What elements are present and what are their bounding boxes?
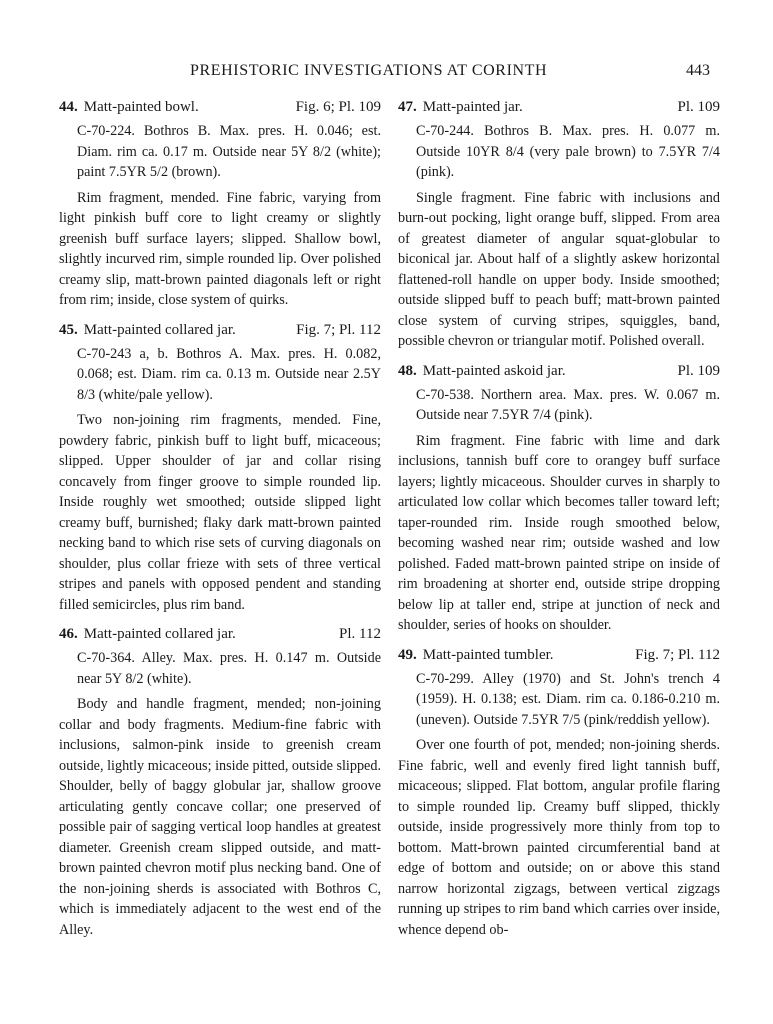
page-number: 443 <box>686 62 710 79</box>
entry-references: Pl. 109 <box>677 362 720 379</box>
entry-number: 46. <box>59 626 78 642</box>
entry-number: 44. <box>59 99 78 115</box>
page-header <box>150 62 710 84</box>
entry-heading <box>59 623 381 645</box>
entry-heading <box>59 96 381 118</box>
catalogue-entry <box>59 319 381 616</box>
entry-number: 49. <box>398 646 417 663</box>
entry-inventory-details: C-70-299. Alley (1970) and St. John's trench 4 (1959). H. 0.138; est. Diam. rim ca. 0.186-0.210 m. (uneven). Outside 7.5YR 7/5 (pink/reddish yellow). <box>416 670 720 728</box>
entry-heading <box>59 319 381 341</box>
entry-description: Rim fragment, mended. Fine fabric, varying from light pinkish buff core to light creamy or slightly greenish buff surface layers; slipped. Shallow bowl, slightly incurved rim, simple rounded lip. Over polished creamy slip, matt-brown painted diagonals left or right from rim; inside, close system of quirks. <box>59 189 381 308</box>
entry-heading <box>398 360 720 382</box>
entry-inventory-details: C-70-364. Alley. Max. pres. H. 0.147 m. Outside near 5Y 8/2 (white). <box>77 650 381 687</box>
entry-title: Matt-painted askoid jar. <box>422 362 566 379</box>
entry-title: Matt-painted collared jar. <box>83 321 236 338</box>
entry-title: Matt-painted jar. <box>422 99 523 115</box>
entry-inventory-details: C-70-224. Bothros B. Max. pres. H. 0.046; est. Diam. rim ca. 0.17 m. Outside near 5Y 8/2 (white); paint 7.5YR 5/2 (brown). <box>77 123 381 180</box>
entry-references: Fig. 6; Pl. 109 <box>295 99 381 115</box>
entry-inventory-details: C-70-243 a, b. Bothros A. Max. pres. H. 0.082, 0.068; est. Diam. rim ca. 0.13 m. Outside near 2.5Y 8/3 (white/pale yellow). <box>77 345 381 403</box>
right-column <box>398 96 720 948</box>
entry-inventory-details: C-70-538. Northern area. Max. pres. W. 0.067 m. Outside near 7.5YR 7/4 (pink). <box>416 386 720 423</box>
entry-title: Matt-painted collared jar. <box>83 626 236 642</box>
entry-inventory-details: C-70-244. Bothros B. Max. pres. H. 0.077 m. Outside 10YR 8/4 (very pale brown) to 7.5YR 7/4 (pink). <box>416 123 720 180</box>
entry-references: Pl. 112 <box>339 626 381 642</box>
entry-number: 45. <box>59 321 78 338</box>
entry-description: Single fragment. Fine fabric with inclusions and burn-out pocking, light orange buff, slipped. From area of greatest diameter of angular squat-globular to biconical jar. About half of a slightly askew horizontal flattened-roll handle on upper body. Inside smoothed; outside slipped buff to peach buff; matt-brown painted close system of curving stripes, squiggles, band, possible chevron or triangular motif. Polished overall. <box>398 189 720 349</box>
entry-references: Fig. 7; Pl. 112 <box>296 321 381 338</box>
entry-description: Body and handle fragment, mended; non-joining collar and body fragments. Medium-fine fabric with inclusions, salmon-pink inside to greenish cream outside, lightly micaceous; inside pitted, outside slipped. Shoulder, belly of baggy globular jar, shallow groove articulating gently concave collar; one preserved of possible pair of sagging vertical loop handles at greatest diameter. Greenish cream slipped outside, and matt-brown painted chevron motif plus necking band. One of the non-joining sherds is associated with Bothros C, which is immediately adjacent to the west end of the Alley. <box>59 696 381 938</box>
entry-heading <box>398 96 720 118</box>
entry-description: Rim fragment. Fine fabric with lime and dark inclusions, tannish buff core to orangey buff surface layers; lightly micaceous. Shoulder curves in sharply to articulated low collar which becomes taller toward left; taper-rounded rim. Inside rough smoothed below, becoming washed near rim; outside washed and low polished. Faded matt-brown painted stripe on inside of rim broadening at shorter end, outside stripe dropping below lip at taller end, stripe at junction of neck and shoulder, series of hooks on shoulder. <box>398 432 720 633</box>
entry-title: Matt-painted bowl. <box>83 99 199 115</box>
catalogue-entry <box>398 644 720 941</box>
catalogue-entry <box>398 96 720 352</box>
running-title: PREHISTORIC INVESTIGATIONS AT CORINTH <box>190 62 548 79</box>
entry-heading <box>398 644 720 666</box>
entry-description: Over one fourth of pot, mended; non-joining sherds. Fine fabric, well and evenly fired light tannish buff, micaceous; slipped. Flat bottom, angular profile flaring to simple rounded lip. Creamy buff slipped, thickly outside, inside progressively more thinly from top to bottom. Matt-brown painted circumferential band at edge of bottom and outside; on or above this stand narrow horizontal zigzags, between vertical zigzags running up stripes to rim band which carries over inside, whence depend ob- <box>398 737 720 938</box>
entry-references: Pl. 109 <box>677 99 720 115</box>
catalogue-entry <box>59 623 381 940</box>
entry-number: 48. <box>398 362 417 379</box>
entry-description: Two non-joining rim fragments, mended. Fine, powdery fabric, pinkish buff to light buff, micaceous; slipped. Upper shoulder of jar and collar rising concavely from finger groove to simple rounded lip. Inside roughly wet smoothed; outside slipped light creamy buff, burnished; flaky dark matt-brown painted necking band to which rise sets of curving diagonals on shoulder, plus collar frieze with sets of three vertical stripes and panels with opposed pendent and standing filled semicircles, plus rim band. <box>59 412 381 613</box>
left-column <box>59 96 381 948</box>
catalogue-entry <box>59 96 381 311</box>
entry-references: Fig. 7; Pl. 112 <box>635 646 720 663</box>
catalogue-entry <box>398 360 720 636</box>
entry-title: Matt-painted tumbler. <box>422 646 554 663</box>
entry-number: 47. <box>398 99 417 115</box>
